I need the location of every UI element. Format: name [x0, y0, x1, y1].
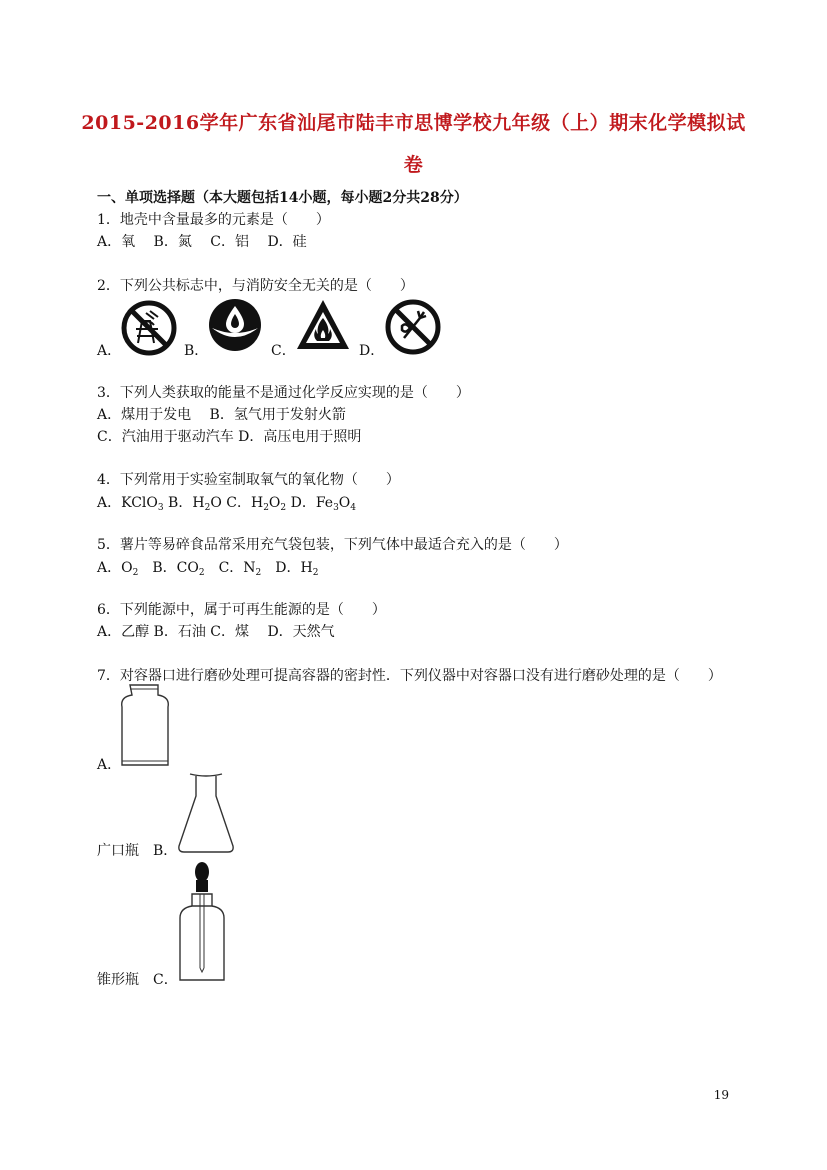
question-1-stem: 1．地壳中含量最多的元素是（ ） — [97, 212, 330, 228]
water-saving-sign-icon — [208, 298, 262, 352]
option-d-formula-tail: O — [338, 495, 351, 511]
option-d-subscript: 3 — [333, 503, 339, 513]
question-2-stem: 2．下列公共标志中，与消防安全无关的是（ ） — [97, 278, 414, 294]
document-title-continued: 卷 — [403, 154, 424, 176]
option-c-label: C． — [221, 495, 251, 511]
option-a-label: A． — [97, 495, 122, 511]
option-d-formula: Fe — [315, 495, 334, 511]
question-2-option-d-label: D． — [359, 343, 385, 359]
option-c-subscript: 2 — [263, 503, 269, 513]
question-6-options: A．乙醇 B．石油 C．煤 D．天然气 — [97, 624, 335, 640]
option-b-formula: CO — [176, 560, 199, 576]
question-1-options: A．氧 B．氮 C．铝 D．硅 — [97, 234, 307, 250]
option-d-label: D． — [261, 560, 301, 576]
question-3-options-line1: A．煤用于发电 B．氢气用于发射火箭 — [97, 407, 346, 423]
question-4-options — [97, 492, 356, 513]
option-b-label: B． — [163, 495, 193, 511]
no-logging-sign-icon — [120, 299, 178, 357]
option-c-formula: N — [243, 560, 256, 576]
no-fireworks-sign-icon — [384, 298, 442, 356]
question-5-stem: 5．薯片等易碎食品常采用充气袋包装，下列气体中最适合充入的是（ ） — [97, 537, 568, 553]
question-7-option-a-label: A． — [97, 757, 122, 773]
question-3-options-line2: C．汽油用于驱动汽车 D．高压电用于照明 — [97, 429, 362, 445]
option-b-formula-tail: O — [210, 495, 222, 511]
option-d-subscript: 2 — [312, 568, 319, 578]
conical-flask-icon — [176, 772, 236, 854]
wide-mouth-bottle-icon — [118, 683, 172, 769]
question-7-option-b-line: 广口瓶 B． — [97, 843, 178, 859]
question-7-option-c-line: 锥形瓶 C． — [97, 972, 178, 988]
dropper-bottle-icon — [178, 860, 226, 982]
option-c-subscript-2: 2 — [280, 503, 287, 513]
option-c-subscript: 2 — [255, 568, 262, 578]
question-7-stem: 7．对容器口进行磨砂处理可提高容器的密封性．下列仪器中对容器口没有进行磨砂处理的是（ ） — [97, 668, 722, 684]
option-c-formula-tail: O — [268, 495, 281, 511]
page-number: 19 — [713, 1088, 729, 1102]
option-b-label: B． — [138, 560, 177, 576]
option-d-formula: H — [300, 560, 313, 576]
option-a-formula: O — [121, 560, 133, 576]
option-a-subscript: 2 — [132, 568, 139, 578]
option-b-subscript: 2 — [198, 568, 205, 578]
question-2-option-b-label: B． — [184, 343, 209, 359]
option-a-formula: KClO — [121, 495, 158, 511]
option-b-subscript: 2 — [204, 503, 211, 513]
question-3-stem: 3．下列人类获取的能量不是通过化学反应实现的是（ ） — [97, 385, 470, 401]
question-5-options — [97, 557, 318, 578]
option-d-label: D． — [286, 495, 316, 511]
document-title: 2015-2016学年广东省汕尾市陆丰市思博学校九年级（上）期末化学模拟试 — [81, 112, 746, 134]
option-b-formula: H — [192, 495, 205, 511]
question-2-option-c-label: C． — [271, 343, 296, 359]
option-a-label: A． — [97, 560, 122, 576]
option-d-subscript-2: 4 — [350, 503, 357, 513]
question-2-option-a-label: A． — [97, 343, 122, 359]
option-c-label: C． — [204, 560, 244, 576]
flammable-warning-sign-icon — [294, 296, 352, 354]
section-heading: 一、单项选择题（本大题包括14小题，每小题2分共28分） — [97, 190, 468, 206]
option-a-subscript: 3 — [157, 503, 164, 513]
option-c-formula: H — [250, 495, 264, 511]
question-6-stem: 6．下列能源中，属于可再生能源的是（ ） — [97, 602, 386, 618]
question-4-stem: 4．下列常用于实验室制取氧气的氧化物（ ） — [97, 472, 400, 488]
